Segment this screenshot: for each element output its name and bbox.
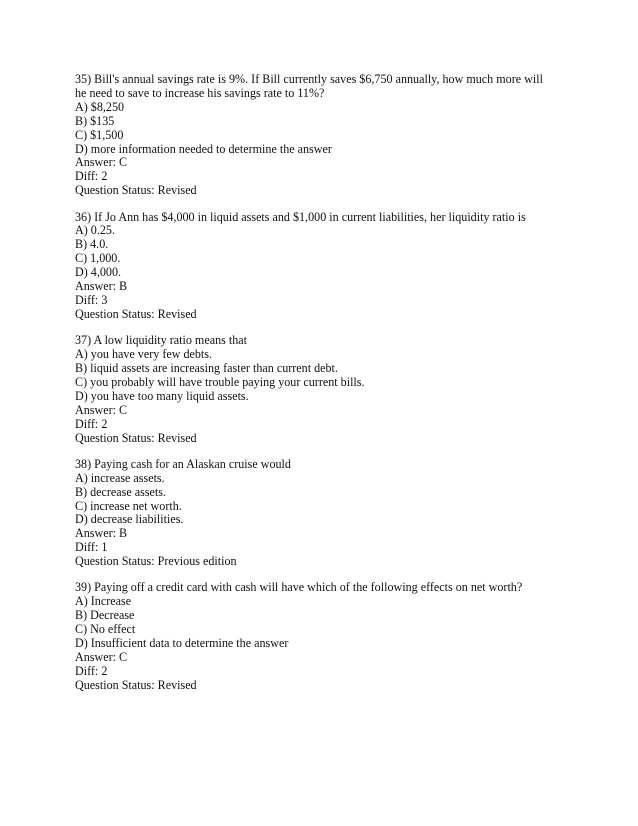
option-c: C) you probably will have trouble paying your current bills.: [75, 374, 365, 389]
option-d: D) more information needed to determine the answer: [75, 141, 332, 156]
option-d: D) Insufficient data to determine the answer: [75, 636, 289, 651]
question-stem: 38) Paying cash for an Alaskan cruise would: [75, 456, 291, 471]
option-b: B) $135: [75, 113, 115, 128]
question-stem: 36) If Jo Ann has $4,000 in liquid assets and $1,000 in current liabilities, her liquidity ratio is: [75, 209, 526, 224]
question-39: [75, 581, 575, 692]
option-d: D) you have too many liquid assets.: [75, 388, 249, 403]
difficulty-line: Diff: 3: [75, 292, 108, 307]
status-line: Question Status: Revised: [75, 183, 197, 198]
question-stem-continued: he need to save to increase his savings rate to 11%?: [75, 85, 325, 100]
question-37: [75, 334, 575, 445]
question-stem: 37) A low liquidity ratio means that: [75, 333, 247, 348]
difficulty-line: Diff: 2: [75, 663, 108, 678]
question-stem: 39) Paying off a credit card with cash will have which of the following effects on net worth?: [75, 580, 523, 595]
option-a: A) you have very few debts.: [75, 347, 213, 362]
difficulty-line: Diff: 2: [75, 169, 108, 184]
question-stem: 35) Bill's annual savings rate is 9%. If Bill currently saves $6,750 annually, how much more will: [75, 72, 543, 86]
answer-line: Answer: C: [75, 155, 128, 170]
option-c: C) No effect: [75, 622, 136, 637]
option-b: B) Decrease: [75, 608, 135, 623]
option-a: A) increase assets.: [75, 470, 165, 485]
option-b: B) liquid assets are increasing faster than current debt.: [75, 361, 338, 375]
option-b: B) decrease assets.: [75, 484, 166, 499]
answer-line: Answer: C: [75, 402, 128, 417]
difficulty-line: Diff: 1: [75, 540, 108, 555]
status-line: Question Status: Revised: [75, 306, 197, 321]
question-35: [75, 73, 575, 198]
answer-line: Answer: B: [75, 279, 128, 294]
document-page: [75, 73, 575, 705]
status-line: Question Status: Previous edition: [75, 554, 237, 569]
difficulty-line: Diff: 2: [75, 416, 108, 431]
question-38: [75, 458, 575, 569]
option-c: C) 1,000.: [75, 251, 121, 266]
answer-line: Answer: B: [75, 526, 128, 541]
answer-line: Answer: C: [75, 650, 128, 664]
option-c: C) $1,500: [75, 127, 124, 142]
option-a: A) Increase: [75, 594, 132, 609]
option-a: A) $8,250: [75, 99, 125, 114]
status-line: Question Status: Revised: [75, 430, 197, 445]
option-b: B) 4.0.: [75, 237, 109, 252]
option-c: C) increase net worth.: [75, 498, 182, 513]
option-a: A) 0.25.: [75, 223, 115, 238]
option-d: D) decrease liabilities.: [75, 512, 184, 527]
status-line: Question Status: Revised: [75, 677, 197, 692]
question-36: [75, 211, 575, 322]
option-d: D) 4,000.: [75, 265, 122, 280]
